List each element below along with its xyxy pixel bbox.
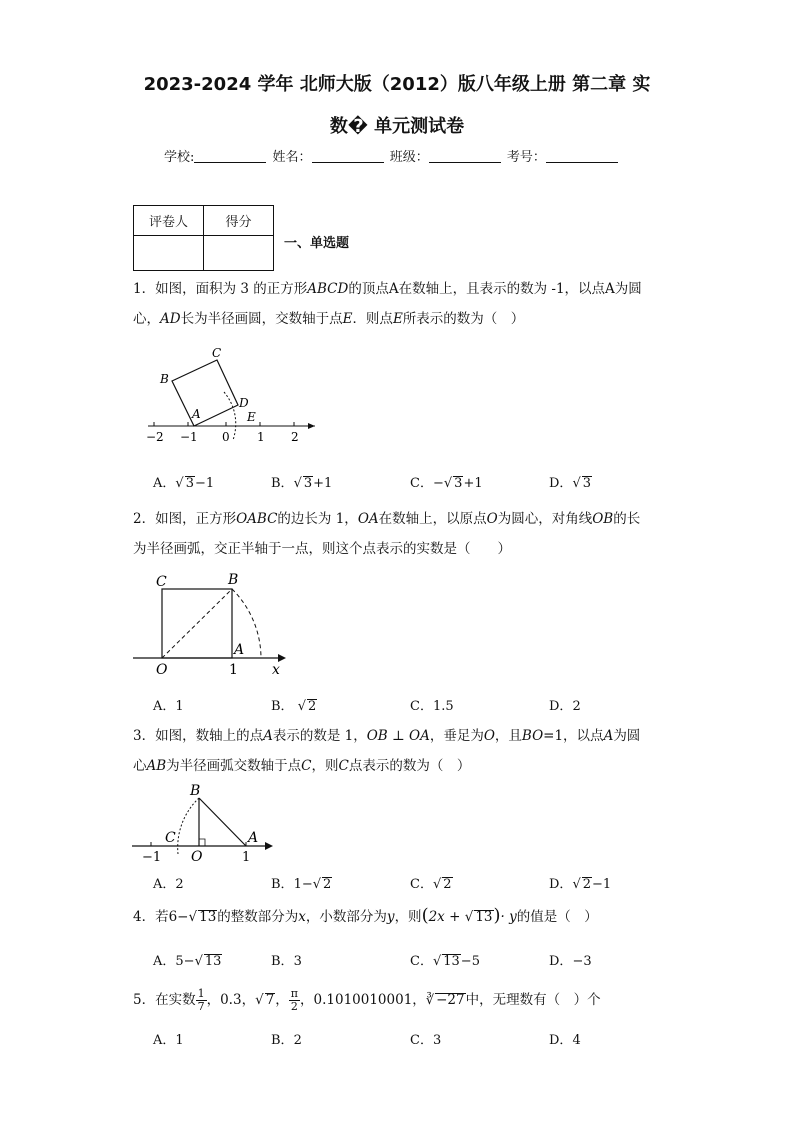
option-text: 3 <box>432 1033 442 1048</box>
radicand: 13 <box>475 909 493 925</box>
right-angle-mark <box>199 839 205 846</box>
q5-text: ，0.3， <box>206 992 256 1008</box>
numerator: 1 <box>197 987 205 1000</box>
student-info-line <box>164 146 620 165</box>
page-title-line2: 数� 单元测试卷 <box>329 116 465 137</box>
fraction-pi-half <box>289 988 300 1013</box>
q1-figure <box>140 340 330 450</box>
label-b: B <box>228 572 239 588</box>
q3-text: 点表示的数为（ ） <box>348 758 471 774</box>
radicand: −27 <box>436 992 465 1008</box>
label-a: A <box>192 407 201 421</box>
label-c: C <box>165 830 176 846</box>
question-2 <box>133 504 663 564</box>
option-label: B． <box>271 1033 294 1048</box>
score-table <box>133 205 274 271</box>
option-text: 1 <box>175 699 184 714</box>
q2-text: 2．如图，正方形 <box>133 511 237 527</box>
q3-var: C <box>301 758 312 774</box>
option-label: D． <box>549 476 573 491</box>
q1-var: E <box>342 311 353 327</box>
radicand: 3 <box>303 476 313 491</box>
q1-var: ABCD <box>307 281 349 297</box>
q5-option-a[interactable] <box>153 1029 184 1048</box>
q2-text: 的边长为 1， <box>277 511 358 527</box>
q4-option-b[interactable] <box>271 950 302 969</box>
option-text: 1.5 <box>432 699 454 714</box>
q3-text: 3．如图，数轴上的点 <box>133 728 264 744</box>
radicand: 3 <box>185 476 194 491</box>
q4-option-a[interactable]: A．5−√ 13 <box>153 954 222 969</box>
option-label: C． <box>410 699 433 714</box>
q1-var: E <box>392 311 403 327</box>
denominator: 7 <box>197 1000 205 1013</box>
score-header: 得分 <box>204 206 274 236</box>
q1-text: 1．如图，面积为 3 的正方形 <box>133 281 308 297</box>
exam-number-blank[interactable] <box>546 150 618 163</box>
label-c: C <box>212 346 222 360</box>
q3-var: C <box>338 758 349 774</box>
q3-line1 <box>133 721 663 751</box>
tick-label: 0 <box>222 430 230 444</box>
option-text: 4 <box>572 1033 581 1048</box>
tick-label: 1 <box>229 662 238 678</box>
denominator: 2 <box>290 1000 298 1013</box>
q2-option-c[interactable] <box>410 695 454 714</box>
q2-option-a[interactable] <box>153 695 184 714</box>
q4-expr: · y <box>500 909 517 925</box>
q2-var: O <box>486 511 498 527</box>
option-label: B． <box>271 877 294 892</box>
option-label: C． <box>410 476 433 491</box>
numerator: π <box>290 987 299 1000</box>
q1-option-d[interactable]: D．√ 3 <box>549 476 592 491</box>
q3-option-a[interactable] <box>153 873 184 892</box>
q3-var: OB ⊥ OA <box>366 728 430 744</box>
q3-text: ，则 <box>311 758 339 774</box>
option-text: 2 <box>293 1033 302 1048</box>
tick-label: −1 <box>142 850 162 865</box>
score-cell[interactable] <box>204 236 274 271</box>
option-label: D． <box>549 954 573 969</box>
option-label: C． <box>410 1033 433 1048</box>
q2-text: 在数轴上，以原点 <box>378 511 487 527</box>
radicand: 3 <box>454 476 463 491</box>
option-label: B． <box>271 954 294 969</box>
q1-option-c[interactable]: C．−√ 3+1 <box>410 476 483 491</box>
tick-label: 2 <box>291 430 299 444</box>
q2-text: 为圆心，对角线 <box>497 511 593 527</box>
q1-text: 所表示的数为（ ） <box>402 311 525 327</box>
fraction-one-seventh <box>196 988 207 1013</box>
q4-var: x <box>298 909 306 925</box>
q3-var: O <box>483 728 495 744</box>
option-text: +1 <box>313 476 333 491</box>
tick-label: −1 <box>180 430 198 444</box>
radicand: 13 <box>443 954 460 969</box>
option-label: A． <box>153 476 176 491</box>
exam-number-label: 考号： <box>506 150 546 165</box>
q2-line1 <box>133 504 663 534</box>
q5-option-d[interactable] <box>549 1029 581 1048</box>
q2-var: OA <box>357 511 379 527</box>
diagonal-ob <box>162 589 232 658</box>
q1-line2 <box>133 304 663 334</box>
q2-option-b[interactable]: B． √ 2 <box>271 699 317 714</box>
radicand: 2 <box>443 877 452 892</box>
class-label: 班级： <box>389 150 429 165</box>
option-label: A． <box>153 699 176 714</box>
option-label: C． <box>410 877 433 892</box>
q4-text: ，小数部分为 <box>305 909 387 925</box>
option-text: 2 <box>175 877 184 892</box>
radicand: 13 <box>199 909 217 925</box>
q5-text: 中，无理数有（ ）个 <box>465 992 601 1008</box>
question-4: 4．若6−√ 13的整数部分为x，小数部分为y，则(2x + √ 13)· y的值是（ ） <box>133 905 598 926</box>
option-text: −1 <box>592 877 612 892</box>
q3-option-d[interactable]: D．√ 2−1 <box>549 877 612 892</box>
q1-option-b[interactable]: B．√ 3+1 <box>271 476 333 491</box>
school-blank[interactable] <box>194 150 266 163</box>
radicand: 2 <box>323 877 332 892</box>
arrow-icon <box>308 423 315 429</box>
q3-var: BO <box>521 728 544 744</box>
q1-line1 <box>133 274 663 304</box>
q3-text: ，垂足为 <box>429 728 484 744</box>
label-d: D <box>239 396 249 410</box>
tick-label: 1 <box>242 850 251 865</box>
name-label: 姓名： <box>272 150 312 165</box>
arrow-icon <box>278 654 286 662</box>
label-c: C <box>156 574 167 590</box>
segment-ab <box>199 798 246 846</box>
grader-header: 评卷人 <box>134 206 204 236</box>
q1-text: 的顶点A在数轴上，且表示的数为 -1，以点A为圆 <box>348 281 642 297</box>
q4-var: y <box>386 909 395 925</box>
radicand: 13 <box>204 954 222 969</box>
tick-label: 1 <box>257 430 265 444</box>
q3-text: =1，以点 <box>543 728 604 744</box>
option-label: B． <box>271 699 294 714</box>
question-5: 5．在实数 $\frac{1}{7}$ ，0.3，√ 7， $\frac{\pi}{2}$ ，0.1010010001，∛ −27中，无理数有（ ）个 <box>133 987 601 1013</box>
radicand: 7 <box>265 992 275 1008</box>
q5-option-b[interactable] <box>271 1029 302 1048</box>
label-o: O <box>191 849 203 865</box>
option-text: 1 <box>175 1033 184 1048</box>
q1-text: 心， <box>133 311 160 327</box>
label-e: E <box>247 410 256 424</box>
q5-option-c[interactable] <box>410 1029 441 1048</box>
class-blank[interactable] <box>429 150 501 163</box>
q2-text: 的长 <box>613 511 641 527</box>
page-title-line1: 2023-2024 学年 北师大版（2012）版八年级上册 第二章 实 <box>143 74 651 95</box>
option-label: C． <box>410 954 433 969</box>
q3-text: 心 <box>133 758 147 774</box>
option-text: −5 <box>460 954 480 969</box>
option-text: +1 <box>463 476 483 491</box>
q2-var: OB <box>592 511 614 527</box>
option-text: 1− <box>293 877 313 892</box>
grader-cell[interactable] <box>134 236 204 271</box>
label-a: A <box>248 830 259 846</box>
name-blank[interactable] <box>312 150 384 163</box>
option-text: 3 <box>293 954 302 969</box>
q3-text: ，且 <box>494 728 522 744</box>
q3-figure <box>130 780 280 865</box>
q5-text: ，0.1010010001， <box>300 992 426 1008</box>
option-label: A． <box>153 1033 176 1048</box>
option-label: D． <box>549 699 573 714</box>
q3-text: 为圆 <box>613 728 641 744</box>
option-label: D． <box>549 877 573 892</box>
option-text: − <box>432 476 444 491</box>
q3-option-b[interactable]: B．1−√ 2 <box>271 877 332 892</box>
label-o: O <box>156 662 168 678</box>
section-title: 一、单选题 <box>284 236 350 251</box>
paren: ( <box>421 905 429 926</box>
q4-option-d[interactable] <box>549 950 592 969</box>
radicand: 2 <box>582 877 592 892</box>
q4-text: 的整数部分为 <box>217 909 299 925</box>
label-a: A <box>234 642 245 658</box>
option-label: B． <box>271 476 294 491</box>
q5-text: 5．在实数 <box>133 992 196 1008</box>
q2-line2: 为半径画弧，交正半轴于一点，则这个点表示的实数是（ ） <box>133 541 511 557</box>
q5-text: ， <box>275 992 289 1008</box>
axis-label: x <box>272 662 280 678</box>
q3-text: 表示的数是 1， <box>272 728 367 744</box>
q3-text: 为半径画弧交数轴于点 <box>166 758 302 774</box>
q4-text: 4．若 <box>133 909 169 925</box>
option-text: 2 <box>572 699 581 714</box>
q3-var: A <box>263 728 273 744</box>
option-text: −1 <box>194 476 215 491</box>
q2-figure <box>128 568 298 678</box>
q4-option-c[interactable]: C．√ 13−5 <box>410 954 480 969</box>
q1-var: AD <box>160 311 181 327</box>
q4-text: 的值是（ ） <box>516 909 598 925</box>
q4-text: 6− <box>168 909 189 925</box>
q4-text: ，则 <box>394 909 422 925</box>
q2-option-d[interactable] <box>549 695 581 714</box>
q1-text: 长为半径画圆，交数轴于点 <box>180 311 343 327</box>
q4-expr: 2x + <box>428 909 465 925</box>
radicand: 2 <box>307 699 317 714</box>
label-b: B <box>190 783 201 799</box>
school-label: 学校: <box>164 150 195 165</box>
option-label: A． <box>153 877 176 892</box>
option-text: 5− <box>175 954 195 969</box>
q3-line2 <box>133 751 663 781</box>
option-label: D． <box>549 1033 573 1048</box>
label-b: B <box>160 372 169 386</box>
q3-option-c[interactable]: C．√ 2 <box>410 877 452 892</box>
arrow-icon <box>265 842 273 850</box>
tick-label: −2 <box>146 430 164 444</box>
option-label: A． <box>153 954 176 969</box>
paren: ) <box>493 905 501 926</box>
option-text: −3 <box>572 954 592 969</box>
q1-text: ．则点 <box>352 311 393 327</box>
question-3 <box>133 721 663 781</box>
radicand: 3 <box>582 476 592 491</box>
q3-var: AB <box>146 758 167 774</box>
question-1 <box>133 274 663 334</box>
square-abcd <box>172 360 238 426</box>
q2-var: OABC <box>236 511 278 527</box>
q1-option-a[interactable]: A．√ 3−1 <box>153 476 215 491</box>
q3-var: A <box>603 728 614 744</box>
